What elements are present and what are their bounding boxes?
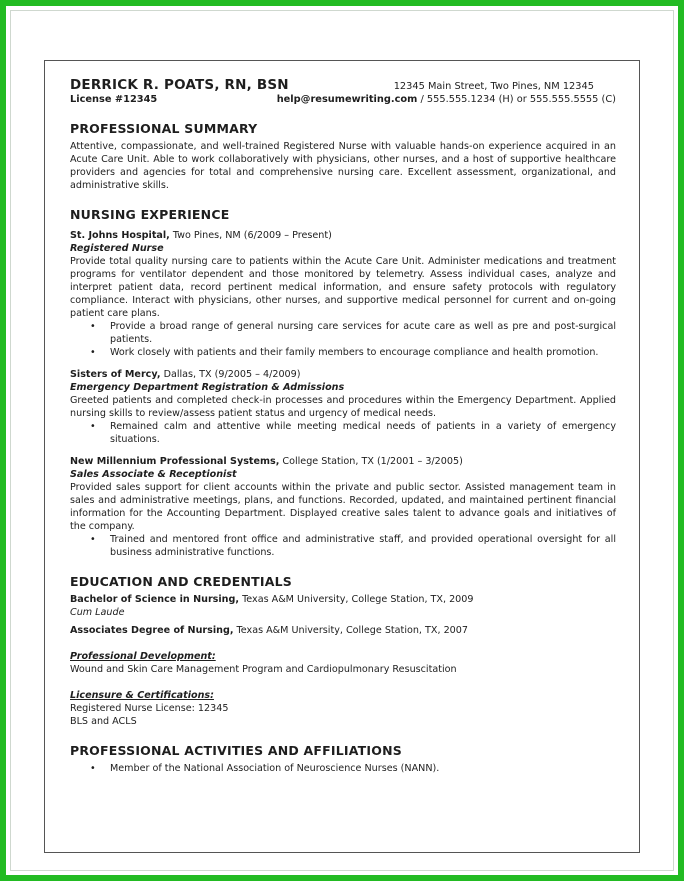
job-location-dates: Dallas, TX (9/2005 – 4/2009) xyxy=(160,369,301,380)
associate-degree-line xyxy=(70,624,616,637)
job-heading xyxy=(70,368,616,381)
section-title-experience: NURSING EXPERIENCE xyxy=(70,207,230,222)
licensure-item: BLS and ACLS xyxy=(70,716,137,727)
associate-school: Texas A&M University, College Station, TX, 2007 xyxy=(233,625,468,636)
phone-numbers: / 555.555.1234 (H) or 555.555.5555 (C) xyxy=(420,94,616,105)
job-location-dates: College Station, TX (1/2001 – 3/2005) xyxy=(279,456,463,467)
bachelor-degree: Bachelor of Science in Nursing, xyxy=(70,594,240,605)
email: help@resumewriting.com xyxy=(276,94,418,105)
job-bullets xyxy=(70,533,616,559)
activities-bullets xyxy=(70,762,616,775)
job-role: Emergency Department Registration & Admissions xyxy=(70,382,345,393)
header-row-2 xyxy=(70,93,616,106)
job-description: Greeted patients and completed check-in processes and procedures within the Emergency Department. Applied nursing skills to review/assess patient status and urgency of medical needs. xyxy=(70,395,616,419)
licensure-title: Licensure & Certifications: xyxy=(70,690,214,701)
associate-degree: Associates Degree of Nursing, xyxy=(70,625,234,636)
job-role: Registered Nurse xyxy=(70,243,164,254)
job-bullets xyxy=(70,320,616,359)
job-location-dates: Two Pines, NM (6/2009 – Present) xyxy=(169,230,332,241)
job-entry xyxy=(70,455,616,559)
section-title-education: EDUCATION AND CREDENTIALS xyxy=(70,574,292,589)
resume-content xyxy=(70,79,616,775)
honors: Cum Laude xyxy=(70,607,125,618)
license-number: License #12345 xyxy=(70,94,158,105)
job-description: Provide total quality nursing care to patients within the Acute Care Unit. Administer medications and treatment programs for ventilator dependent and those monitored by telemetry. Assess individual cases, analyze and interpret patient data, record pertinent medical information, and ensure safety protocols with regulatory compliance. Interact with physicians, other nurses, and supportive medical personnel for current and on-going patient care plans. xyxy=(70,256,616,319)
job-bullets xyxy=(70,420,616,446)
section-title-activities: PROFESSIONAL ACTIVITIES AND AFFILIATIONS xyxy=(70,743,402,758)
job-heading xyxy=(70,455,616,468)
candidate-name: DERRICK R. POATS, RN, BSN xyxy=(70,77,289,93)
section-title-summary: PROFESSIONAL SUMMARY xyxy=(70,121,258,136)
bullet-item: • Trained and mentored front office and administrative staff, and provided operational oversight for all business administrative functions. xyxy=(110,533,616,559)
bachelor-school: Texas A&M University, College Station, TX, 2009 xyxy=(239,594,474,605)
job-heading xyxy=(70,229,616,242)
bullet-item: • Work closely with patients and their family members to encourage compliance and health promotion. xyxy=(110,346,616,359)
address: 12345 Main Street, Two Pines, NM 12345 xyxy=(393,81,594,92)
bullet-item: • Provide a broad range of general nursing care services for acute care as well as pre and post-surgical patients. xyxy=(110,320,616,346)
summary-text: Attentive, compassionate, and well-trained Registered Nurse with valuable hands-on experience acquired in an Acute Care Unit. Able to work collaboratively with physicians, other nurses, and a host of supportive healthcare providers and agencies for total and comprehensive nursing care. Excellent assessment, organizational, and administrative skills. xyxy=(70,141,616,191)
bachelor-degree-line xyxy=(70,593,616,606)
professional-development-text: Wound and Skin Care Management Program and Cardiopulmonary Resuscitation xyxy=(70,664,457,675)
job-description: Provided sales support for client accounts within the private and public sector. Assisted management team in sales and administrative meetings, plans, and functions. Recorded, updated, and maintained pertinent financial information for the Accounting Department. Displayed creative sales talent to advance goals and initiatives of the company. xyxy=(70,482,616,532)
professional-development-title: Professional Development: xyxy=(70,651,216,662)
contact-info xyxy=(277,93,616,106)
licensure-item: Registered Nurse License: 12345 xyxy=(70,703,229,714)
header-row-1 xyxy=(70,79,616,93)
job-entry xyxy=(70,229,616,359)
employer: St. Johns Hospital, xyxy=(70,230,170,241)
job-entry xyxy=(70,368,616,446)
resume-page xyxy=(44,60,640,853)
job-role: Sales Associate & Receptionist xyxy=(70,469,237,480)
employer: Sisters of Mercy, xyxy=(70,369,161,380)
employer: New Millennium Professional Systems, xyxy=(70,456,280,467)
bullet-item: • Member of the National Association of Neuroscience Nurses (NANN). xyxy=(110,762,616,775)
bullet-item: • Remained calm and attentive while meeting medical needs of patients in a variety of emergency situations. xyxy=(110,420,616,446)
